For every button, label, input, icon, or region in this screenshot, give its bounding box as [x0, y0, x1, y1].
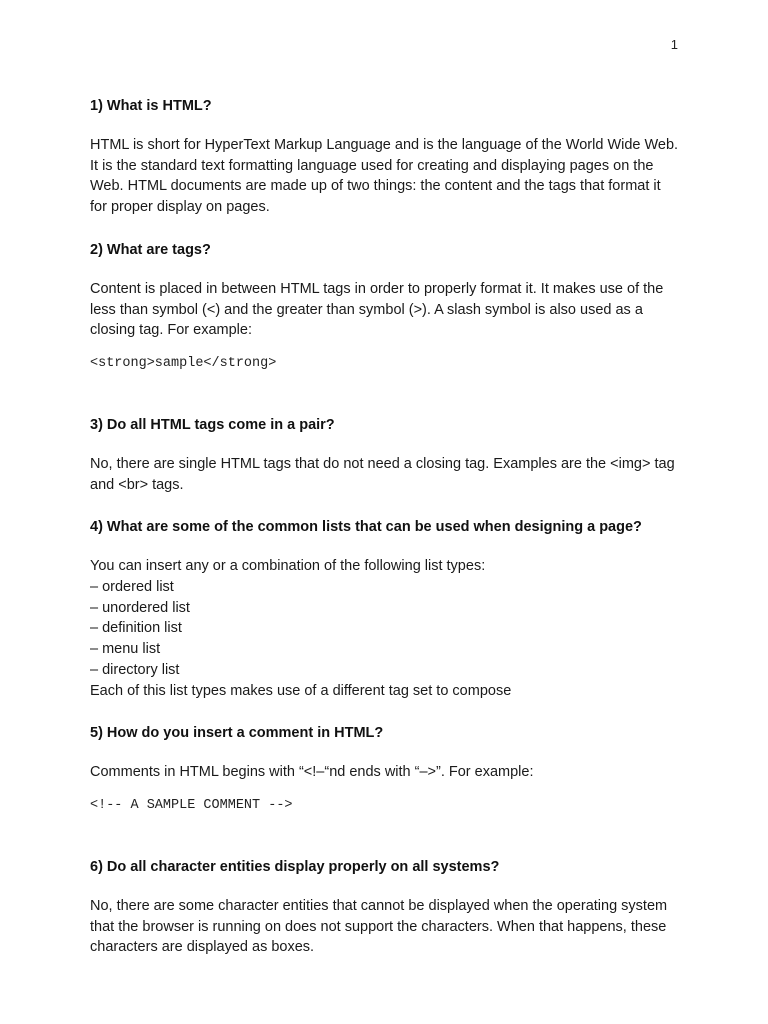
code-example: <strong>sample</strong>: [90, 355, 277, 371]
section-what-are-tags: [90, 240, 680, 373]
page-number: 1: [670, 37, 678, 52]
list-item: – unordered list: [90, 599, 190, 616]
code-example: <!-- A SAMPLE COMMENT -->: [90, 797, 293, 813]
list-item: – ordered list: [90, 579, 174, 596]
list-item: – definition list: [90, 620, 182, 637]
section-heading: 1) What is HTML?: [90, 98, 212, 114]
section-heading: 4) What are some of the common lists that can be used when designing a page?: [90, 519, 642, 536]
section-insert-comment: [90, 723, 680, 815]
section-what-is-html: [90, 96, 680, 218]
section-character-entities: [90, 857, 680, 958]
section-paragraph: HTML is short for HyperText Markup Language and is the language of the World Wide Web. It is the standard text formatting language used for creating and displaying pages on the Web. HTML documents are made up of two things: the content and the tags that format it for proper display on pages.: [90, 137, 679, 216]
list-outro: Each of this list types makes use of a different tag set to compose: [90, 682, 512, 699]
list-item: – directory list: [90, 661, 180, 678]
section-paragraph: No, there are some character entities that cannot be displayed when the operating system that the browser is running on does not support the characters. When that happens, these characters are displayed as boxes.: [90, 897, 668, 956]
section-heading: 5) How do you insert a comment in HTML?: [90, 725, 384, 742]
section-paragraph: Content is placed in between HTML tags in order to properly format it. It makes use of the less than symbol (<) and the greater than symbol (>). A slash symbol is also used as a closing tag. For example:: [90, 280, 664, 339]
list-item: – menu list: [90, 641, 161, 658]
section-heading: 6) Do all character entities display properly on all systems?: [90, 858, 500, 875]
document-content: [90, 96, 680, 980]
list-types-block: [90, 556, 680, 701]
section-paragraph: Comments in HTML begins with “<!–“nd ends with “–>”. For example:: [90, 764, 534, 781]
section-heading: 3) Do all HTML tags come in a pair?: [90, 416, 335, 433]
section-heading: 2) What are tags?: [90, 241, 211, 258]
list-intro: You can insert any or a combination of the following list types:: [90, 558, 486, 575]
section-paragraph: No, there are single HTML tags that do not need a closing tag. Examples are the <img> tag and <br> tags.: [90, 455, 675, 493]
section-common-lists: [90, 517, 680, 701]
section-tags-in-pair: [90, 415, 680, 495]
